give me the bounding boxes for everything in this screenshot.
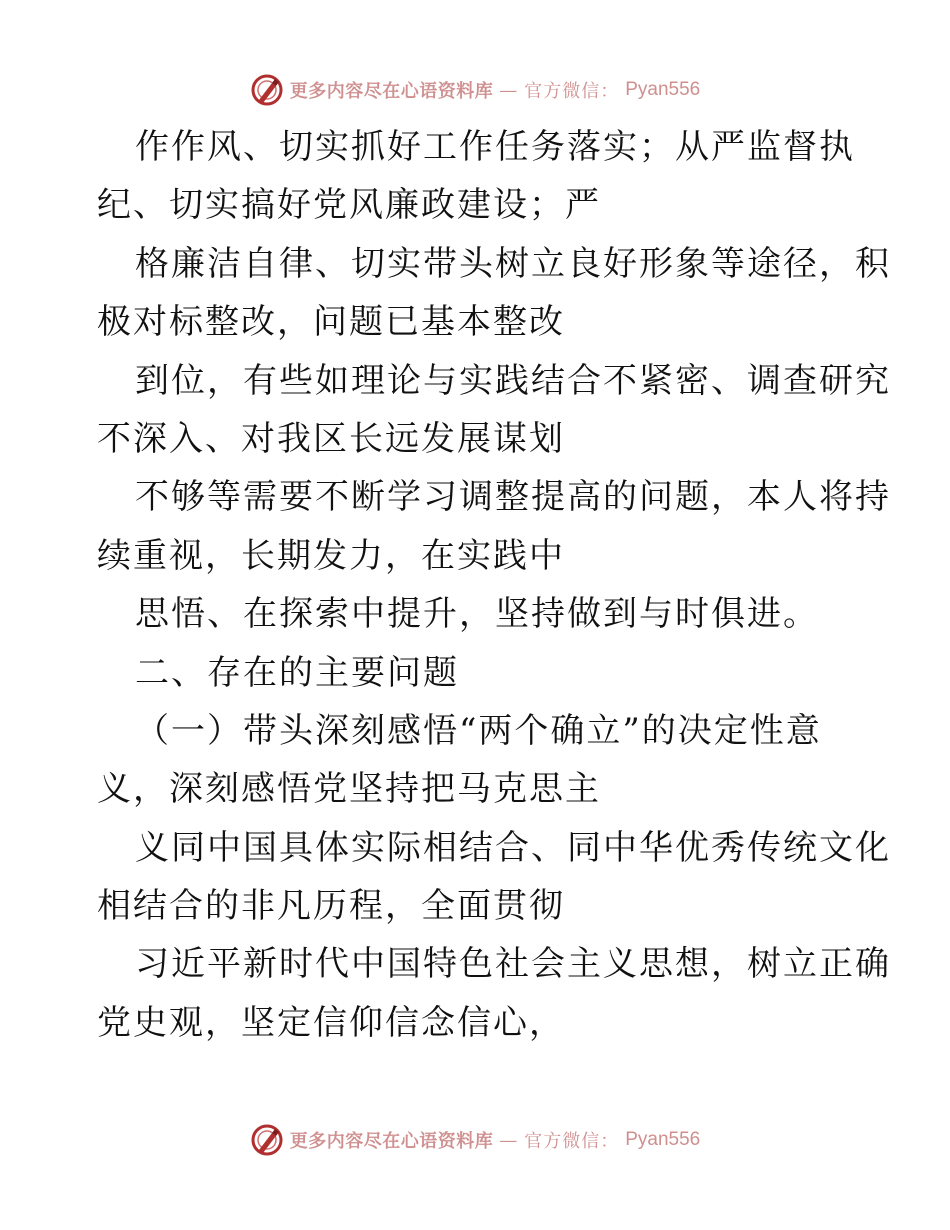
text-line: 极对标整改，问题已基本整改 — [97, 302, 565, 343]
pen-nib-logo-icon — [250, 73, 284, 107]
text-line: 到位，有些如理论与实践结合不紧密、调查研究 — [135, 360, 891, 401]
watermark-wechat-id: Pyan556 — [625, 79, 701, 100]
text-line: 续重视，长期发力，在实践中 — [97, 535, 565, 576]
section-heading: 二、存在的主要问题 — [135, 652, 459, 693]
text-line: （一）带头深刻感悟“两个确立”的决定性意 — [135, 710, 822, 751]
text-line: 相结合的非凡历程，全面贯彻 — [97, 886, 565, 927]
text-line: 党史观，坚定信仰信念信心， — [97, 1002, 565, 1043]
text-line: 义同中国具体实际相结合、同中华优秀传统文化 — [135, 827, 891, 868]
watermark-label: 官方微信： — [524, 81, 620, 102]
watermark-site-text: 更多内容尽在心语资料库 — [289, 81, 494, 102]
text-line: 义，深刻感悟党坚持把马克思主 — [97, 769, 601, 810]
text-line: 不够等需要不断学习调整提高的问题，本人将持 — [135, 477, 891, 518]
text-line: 作作风、切实抓好工作任务落实；从严监督执 — [135, 127, 855, 167]
watermark-wechat-id: Pyan556 — [625, 1129, 701, 1150]
footer-watermark — [0, 1120, 950, 1160]
document-body — [97, 118, 891, 1052]
watermark-site-text: 更多内容尽在心语资料库 — [289, 1131, 494, 1152]
watermark-label: 官方微信： — [524, 1131, 620, 1152]
header-watermark — [0, 70, 950, 110]
watermark-dash: — — [499, 79, 519, 101]
text-line: 纪、切实搞好党风廉政建设；严 — [97, 185, 601, 226]
pen-nib-logo-icon — [250, 1123, 284, 1157]
text-line: 格廉洁自律、切实带头树立良好形象等途径，积 — [135, 243, 891, 284]
text-line: 习近平新时代中国特色社会主义思想，树立正确 — [135, 944, 891, 985]
watermark-dash: — — [499, 1129, 519, 1151]
text-line: 不深入、对我区长远发展谋划 — [97, 418, 565, 459]
text-line: 思悟、在探索中提升，坚持做到与时俱进。 — [135, 594, 819, 635]
